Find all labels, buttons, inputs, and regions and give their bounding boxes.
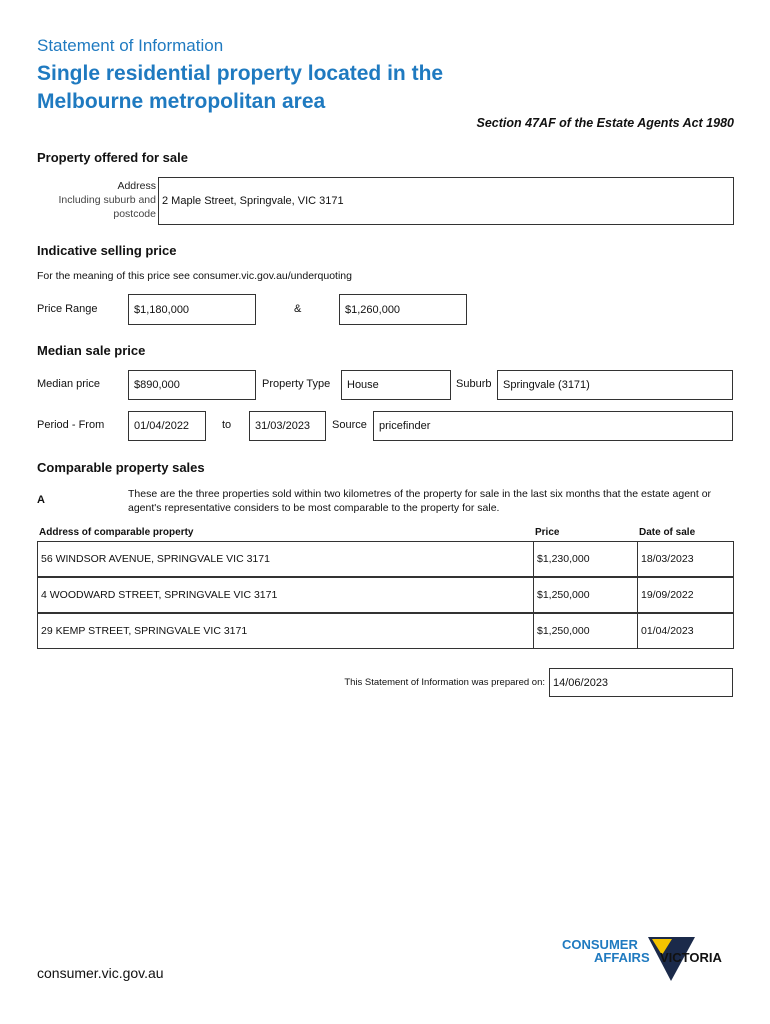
address-label-line-3: postcode xyxy=(113,208,156,220)
row-date: 01/04/2023 xyxy=(637,614,733,648)
property-type-field xyxy=(341,370,451,400)
logo-affairs-text: AFFAIRS xyxy=(594,950,650,965)
row-address: 4 WOODWARD STREET, SPRINGVALE VIC 3171 xyxy=(41,589,278,601)
address-label-line-1: Address xyxy=(117,180,156,192)
table-row xyxy=(37,613,734,649)
source-field xyxy=(373,411,733,441)
table-row xyxy=(37,577,734,613)
prepared-on-label: This Statement of Information was prepared on: xyxy=(344,677,545,688)
period-from-field xyxy=(128,411,206,441)
consumer-affairs-victoria-logo xyxy=(560,935,740,985)
price-range-separator: & xyxy=(294,303,302,315)
act-reference: Section 47AF of the Estate Agents Act 1980 xyxy=(476,116,734,130)
price-range-high-field xyxy=(339,294,467,325)
col-header-price: Price xyxy=(535,527,560,538)
prepared-on-field xyxy=(549,668,733,697)
comparable-description: These are the three properties sold within two kilometres of the property for sale in the last six months that the estate agent or agent's representative considers to be most comparable to the property for sale. xyxy=(128,488,712,514)
table-row xyxy=(37,541,734,577)
indicative-heading: Indicative selling price xyxy=(37,243,177,258)
suburb-label: Suburb xyxy=(456,378,492,390)
price-range-low: $1,180,000 xyxy=(134,303,190,316)
address-value: 2 Maple Street, Springvale, VIC 3171 xyxy=(162,195,344,207)
period-to-label: to xyxy=(222,419,232,431)
price-range-label: Price Range xyxy=(37,303,98,315)
median-price-value: $890,000 xyxy=(134,379,180,391)
comparable-heading: Comparable property sales xyxy=(37,460,205,475)
property-heading: Property offered for sale xyxy=(37,150,188,165)
row-address: 29 KEMP STREET, SPRINGVALE VIC 3171 xyxy=(41,625,248,637)
footer-url: consumer.vic.gov.au xyxy=(37,965,164,981)
row-price: $1,230,000 xyxy=(533,542,637,576)
col-header-address: Address of comparable property xyxy=(39,527,194,538)
period-to-value: 31/03/2023 xyxy=(255,420,311,432)
comparable-marker: A xyxy=(37,494,45,506)
title-line-1: Single residential property located in the xyxy=(37,62,444,85)
row-address: 56 WINDSOR AVENUE, SPRINGVALE VIC 3171 xyxy=(41,553,270,565)
logo-consumer-text: CONSUMER xyxy=(562,937,638,952)
document-subtitle: Statement of Information xyxy=(37,36,224,55)
col-header-date: Date of sale xyxy=(639,527,696,538)
period-to-field xyxy=(249,411,326,441)
source-label: Source xyxy=(332,419,367,431)
period-from-label: Period - From xyxy=(37,419,105,431)
property-type-label: Property Type xyxy=(262,378,331,390)
address-field xyxy=(158,177,734,225)
document-title xyxy=(37,60,557,116)
price-range-high: $1,260,000 xyxy=(345,303,401,316)
period-from-value: 01/04/2022 xyxy=(134,420,190,432)
suburb-field xyxy=(497,370,733,400)
address-label-line-2: Including suburb and xyxy=(58,194,156,206)
suburb-value: Springvale (3171) xyxy=(503,379,590,391)
row-date: 18/03/2023 xyxy=(637,542,733,576)
prepared-on-date: 14/06/2023 xyxy=(553,676,609,689)
underquoting-note: For the meaning of this price see consumer.vic.gov.au/underquoting xyxy=(37,270,352,282)
property-type-value: House xyxy=(347,379,379,391)
median-price-label: Median price xyxy=(37,378,100,390)
source-value: pricefinder xyxy=(379,420,431,432)
logo-victoria-text: VICTORIA xyxy=(660,950,722,965)
price-range-low-field xyxy=(128,294,256,325)
title-line-2: Melbourne metropolitan area xyxy=(37,90,326,113)
row-price: $1,250,000 xyxy=(533,578,637,612)
address-label xyxy=(37,179,156,221)
row-price: $1,250,000 xyxy=(533,614,637,648)
row-date: 19/09/2022 xyxy=(637,578,733,612)
median-heading: Median sale price xyxy=(37,343,146,358)
median-price-field xyxy=(128,370,256,400)
